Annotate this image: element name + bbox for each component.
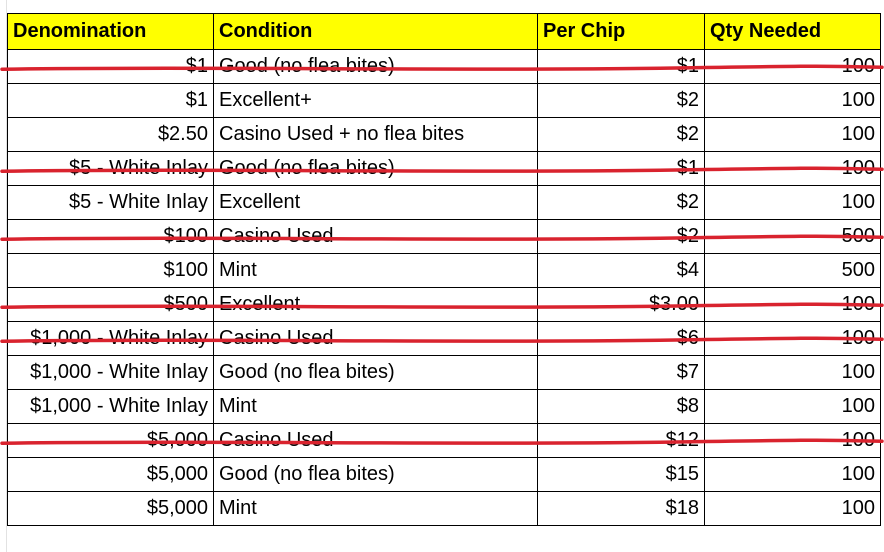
header-row xyxy=(8,14,881,50)
cell-condition[interactable]: Excellent xyxy=(214,186,538,220)
header-per-chip[interactable]: Per Chip xyxy=(538,14,705,50)
cell-condition[interactable]: Mint xyxy=(214,254,538,288)
cell-denomination[interactable]: $1 xyxy=(8,50,214,84)
cell-denomination[interactable]: $2.50 xyxy=(8,118,214,152)
table-row xyxy=(8,186,881,220)
table-row xyxy=(8,152,881,186)
cell-denomination[interactable]: $500 xyxy=(8,288,214,322)
cell-qty-needed[interactable]: 100 xyxy=(705,186,881,220)
cell-per-chip[interactable]: $18 xyxy=(538,492,705,526)
cell-qty-needed[interactable]: 100 xyxy=(705,322,881,356)
cell-denomination[interactable]: $5 - White Inlay xyxy=(8,186,214,220)
table-row xyxy=(8,492,881,526)
cell-denomination[interactable]: $1,000 - White Inlay xyxy=(8,356,214,390)
table-row xyxy=(8,322,881,356)
cell-condition[interactable]: Good (no flea bites) xyxy=(214,458,538,492)
cell-qty-needed[interactable]: 100 xyxy=(705,118,881,152)
cell-condition[interactable]: Casino Used xyxy=(214,220,538,254)
cell-per-chip[interactable]: $1 xyxy=(538,50,705,84)
cell-per-chip[interactable]: $2 xyxy=(538,118,705,152)
cell-qty-needed[interactable]: 100 xyxy=(705,390,881,424)
cell-qty-needed[interactable]: 100 xyxy=(705,84,881,118)
cell-condition[interactable]: Casino Used xyxy=(214,322,538,356)
cell-per-chip[interactable]: $2 xyxy=(538,220,705,254)
cell-denomination[interactable]: $5,000 xyxy=(8,424,214,458)
cell-per-chip[interactable]: $1 xyxy=(538,152,705,186)
cell-per-chip[interactable]: $8 xyxy=(538,390,705,424)
cell-condition[interactable]: Mint xyxy=(214,492,538,526)
cell-qty-needed[interactable]: 100 xyxy=(705,288,881,322)
table-row xyxy=(8,220,881,254)
cell-per-chip[interactable]: $15 xyxy=(538,458,705,492)
table-row xyxy=(8,424,881,458)
cell-per-chip[interactable]: $4 xyxy=(538,254,705,288)
cell-qty-needed[interactable]: 500 xyxy=(705,254,881,288)
header-denomination[interactable]: Denomination xyxy=(8,14,214,50)
cell-condition[interactable]: Excellent+ xyxy=(214,84,538,118)
header-qty-needed[interactable]: Qty Needed xyxy=(705,14,881,50)
cell-condition[interactable]: Good (no flea bites) xyxy=(214,50,538,84)
cell-condition[interactable]: Excellent xyxy=(214,288,538,322)
cell-per-chip[interactable]: $3.00 xyxy=(538,288,705,322)
table-body xyxy=(8,50,881,526)
cell-qty-needed[interactable]: 100 xyxy=(705,492,881,526)
cell-qty-needed[interactable]: 100 xyxy=(705,424,881,458)
cell-condition[interactable]: Good (no flea bites) xyxy=(214,356,538,390)
table-row xyxy=(8,458,881,492)
cell-qty-needed[interactable]: 100 xyxy=(705,458,881,492)
table-row xyxy=(8,254,881,288)
cell-denomination[interactable]: $5 - White Inlay xyxy=(8,152,214,186)
cell-per-chip[interactable]: $2 xyxy=(538,186,705,220)
cell-condition[interactable]: Good (no flea bites) xyxy=(214,152,538,186)
cell-per-chip[interactable]: $2 xyxy=(538,84,705,118)
table-row xyxy=(8,390,881,424)
cell-per-chip[interactable]: $6 xyxy=(538,322,705,356)
table-row xyxy=(8,356,881,390)
cell-qty-needed[interactable]: 500 xyxy=(705,220,881,254)
cell-condition[interactable]: Casino Used + no flea bites xyxy=(214,118,538,152)
table-row xyxy=(8,84,881,118)
cell-denomination[interactable]: $100 xyxy=(8,220,214,254)
cell-denomination[interactable]: $1 xyxy=(8,84,214,118)
table-row xyxy=(8,50,881,84)
cell-condition[interactable]: Mint xyxy=(214,390,538,424)
cell-qty-needed[interactable]: 100 xyxy=(705,152,881,186)
cell-denomination[interactable]: $1,000 - White Inlay xyxy=(8,322,214,356)
cell-denomination[interactable]: $5,000 xyxy=(8,492,214,526)
cell-denomination[interactable]: $5,000 xyxy=(8,458,214,492)
table-row xyxy=(8,118,881,152)
cell-qty-needed[interactable]: 100 xyxy=(705,50,881,84)
cell-condition[interactable]: Casino Used xyxy=(214,424,538,458)
cell-per-chip[interactable]: $7 xyxy=(538,356,705,390)
chip-price-table xyxy=(7,13,881,526)
cell-denomination[interactable]: $100 xyxy=(8,254,214,288)
table-row xyxy=(8,288,881,322)
cell-qty-needed[interactable]: 100 xyxy=(705,356,881,390)
cell-per-chip[interactable]: $12 xyxy=(538,424,705,458)
header-condition[interactable]: Condition xyxy=(214,14,538,50)
cell-denomination[interactable]: $1,000 - White Inlay xyxy=(8,390,214,424)
